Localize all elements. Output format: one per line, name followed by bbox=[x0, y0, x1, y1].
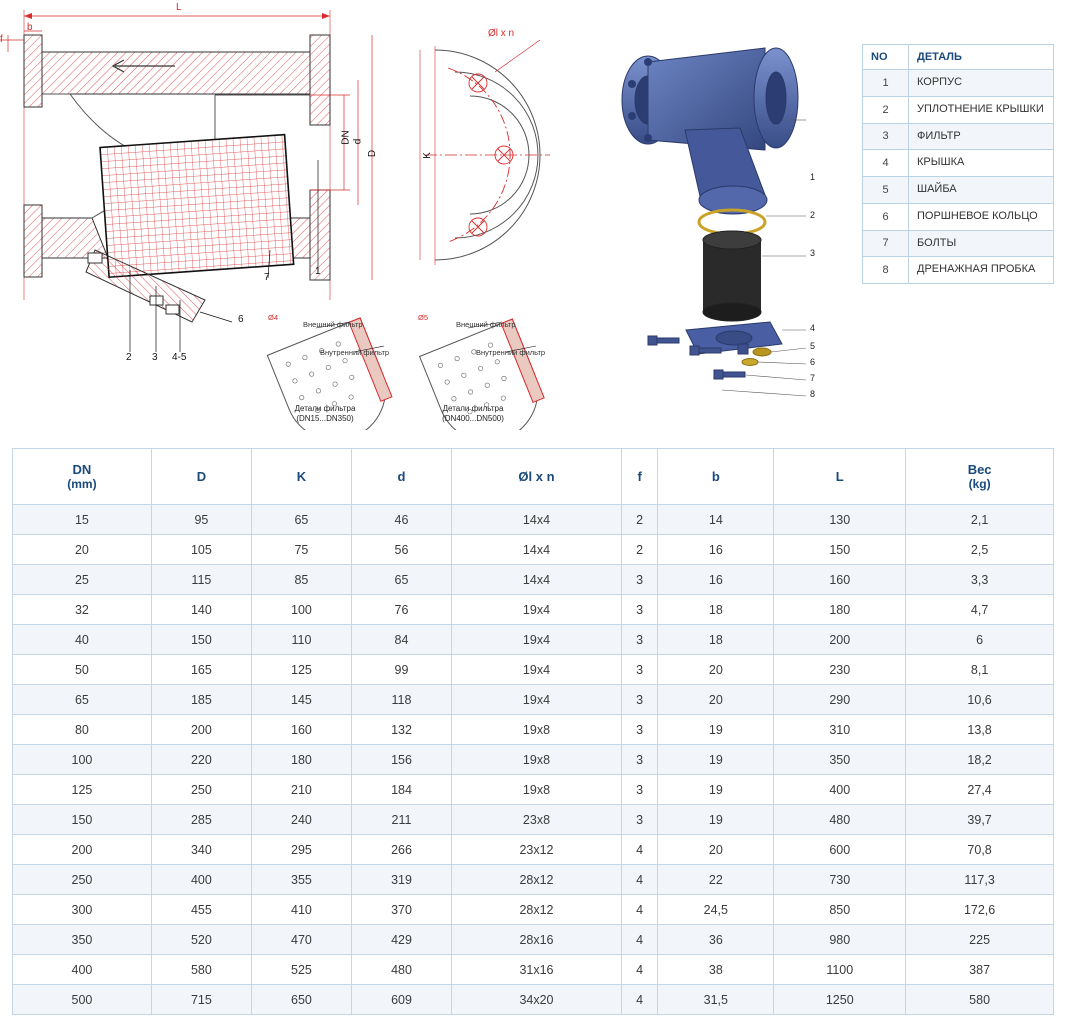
dimension-table-row bbox=[13, 655, 1054, 685]
dimension-table-row bbox=[13, 535, 1054, 565]
dimension-cell: 3,3 bbox=[906, 565, 1054, 595]
dimension-cell: 19 bbox=[658, 805, 774, 835]
dimension-cell: 28x12 bbox=[452, 865, 622, 895]
dimension-cell: 19 bbox=[658, 745, 774, 775]
dimension-cell: 525 bbox=[251, 955, 351, 985]
dim-label-d: d bbox=[352, 138, 364, 145]
dimension-cell: 2 bbox=[621, 535, 657, 565]
filter-hole-label-a: Ø4 bbox=[268, 313, 279, 322]
dimension-cell: 36 bbox=[658, 925, 774, 955]
dimension-cell: 980 bbox=[774, 925, 906, 955]
dimension-table-row bbox=[13, 595, 1054, 625]
dimension-cell: 24,5 bbox=[658, 895, 774, 925]
part-number: 1 bbox=[863, 70, 909, 97]
dimension-cell: 25 bbox=[13, 565, 152, 595]
dimension-cell: 32 bbox=[13, 595, 152, 625]
dimension-cell: 650 bbox=[251, 985, 351, 1015]
dimension-cell: 580 bbox=[151, 955, 251, 985]
dimension-cell: 350 bbox=[774, 745, 906, 775]
dimension-cell: 600 bbox=[774, 835, 906, 865]
part-number: 7 bbox=[863, 230, 909, 257]
dimension-cell: 19x8 bbox=[452, 775, 622, 805]
dimension-cell: 400 bbox=[774, 775, 906, 805]
outer-filter-label-a: Внешний фильтр bbox=[303, 320, 363, 329]
dimension-cell: 290 bbox=[774, 685, 906, 715]
dimension-cell: 240 bbox=[251, 805, 351, 835]
dimension-cell: 40 bbox=[13, 625, 152, 655]
dimension-cell: 16 bbox=[658, 565, 774, 595]
dimension-header-cell: D bbox=[151, 449, 251, 505]
dimension-cell: 370 bbox=[351, 895, 451, 925]
flange-face-drawing bbox=[400, 10, 580, 310]
dimension-cell: 38 bbox=[658, 955, 774, 985]
dimension-cell: 100 bbox=[251, 595, 351, 625]
dimension-cell: 2,1 bbox=[906, 505, 1054, 535]
dimension-table-row bbox=[13, 925, 1054, 955]
dimension-cell: 18,2 bbox=[906, 745, 1054, 775]
dimension-cell: 4 bbox=[621, 835, 657, 865]
dimension-table-row bbox=[13, 715, 1054, 745]
dimension-cell: 180 bbox=[774, 595, 906, 625]
part-name: ШАЙБА bbox=[909, 177, 1054, 204]
dimension-cell: 211 bbox=[351, 805, 451, 835]
dimension-cell: 580 bbox=[906, 985, 1054, 1015]
dimension-cell: 4 bbox=[621, 895, 657, 925]
dimension-cell: 125 bbox=[251, 655, 351, 685]
dimension-header-cell: L bbox=[774, 449, 906, 505]
callout-4-5: 4-5 bbox=[172, 352, 187, 363]
dimension-cell: 3 bbox=[621, 625, 657, 655]
dimension-cell: 85 bbox=[251, 565, 351, 595]
dimension-cell: 19x4 bbox=[452, 655, 622, 685]
dimension-cell: 4 bbox=[621, 955, 657, 985]
part-number: 5 bbox=[863, 177, 909, 204]
exploded-callout-4: 4 bbox=[810, 323, 816, 333]
dimension-cell: 225 bbox=[906, 925, 1054, 955]
dimension-cell: 350 bbox=[13, 925, 152, 955]
filter-detail-caption-a-line1: Детали фильтра bbox=[294, 404, 356, 413]
dimension-table-row bbox=[13, 805, 1054, 835]
dimension-cell: 14x4 bbox=[452, 565, 622, 595]
dimension-cell: 310 bbox=[774, 715, 906, 745]
dimension-cell: 480 bbox=[774, 805, 906, 835]
filter-detail-caption-b-line1: Детали фильтра bbox=[442, 404, 504, 413]
dimension-cell: 115 bbox=[151, 565, 251, 595]
dimension-cell: 18 bbox=[658, 595, 774, 625]
dimension-cell: 210 bbox=[251, 775, 351, 805]
dimension-cell: 140 bbox=[151, 595, 251, 625]
dimension-cell: 8,1 bbox=[906, 655, 1054, 685]
callout-7: 7 bbox=[264, 272, 270, 283]
dimension-cell: 19x4 bbox=[452, 595, 622, 625]
dimension-cell: 19 bbox=[658, 715, 774, 745]
dimension-cell: 18 bbox=[658, 625, 774, 655]
parts-table-row bbox=[863, 150, 1054, 177]
dimension-cell: 14x4 bbox=[452, 535, 622, 565]
dimension-cell: 4 bbox=[621, 985, 657, 1015]
dim-label-L: L bbox=[176, 2, 182, 13]
dimension-cell: 145 bbox=[251, 685, 351, 715]
dimension-cell: 185 bbox=[151, 685, 251, 715]
dim-label-hole: Øl x n bbox=[488, 28, 515, 39]
part-name: КРЫШКА bbox=[909, 150, 1054, 177]
dimension-table-row bbox=[13, 745, 1054, 775]
dimension-cell: 165 bbox=[151, 655, 251, 685]
dimension-cell: 340 bbox=[151, 835, 251, 865]
parts-table-row bbox=[863, 96, 1054, 123]
exploded-callout-5: 5 bbox=[810, 341, 816, 351]
dimension-header-cell: f bbox=[621, 449, 657, 505]
dimension-cell: 31x16 bbox=[452, 955, 622, 985]
dimension-table-row bbox=[13, 625, 1054, 655]
exploded-callout-8: 8 bbox=[810, 389, 816, 399]
dimension-table-row bbox=[13, 685, 1054, 715]
part-number: 2 bbox=[863, 96, 909, 123]
dimension-cell: 172,6 bbox=[906, 895, 1054, 925]
dimension-cell: 27,4 bbox=[906, 775, 1054, 805]
dimension-cell: 16 bbox=[658, 535, 774, 565]
dimension-table-row bbox=[13, 895, 1054, 925]
dimension-cell: 19 bbox=[658, 775, 774, 805]
part-name: КОРПУС bbox=[909, 70, 1054, 97]
dimension-table-row bbox=[13, 985, 1054, 1015]
dimension-cell: 76 bbox=[351, 595, 451, 625]
dimension-cell: 3 bbox=[621, 655, 657, 685]
exploded-assembly-view bbox=[590, 0, 860, 420]
part-name: ФИЛЬТР bbox=[909, 123, 1054, 150]
part-name: УПЛОТНЕНИЕ КРЫШКИ bbox=[909, 96, 1054, 123]
dimension-cell: 3 bbox=[621, 805, 657, 835]
parts-header-no: NO bbox=[863, 45, 909, 70]
exploded-callout-1: 1 bbox=[810, 172, 816, 182]
filter-detail-caption-b-line2: (DN400...DN500) bbox=[442, 414, 504, 423]
dimension-cell: 3 bbox=[621, 745, 657, 775]
dimension-cell: 609 bbox=[351, 985, 451, 1015]
dimension-table-row bbox=[13, 505, 1054, 535]
dimension-cell: 160 bbox=[774, 565, 906, 595]
dim-label-K: K bbox=[421, 152, 433, 159]
callout-6: 6 bbox=[238, 314, 244, 325]
outer-filter-label-b: Внешний фильтр bbox=[456, 320, 516, 329]
dimension-cell: 410 bbox=[251, 895, 351, 925]
parts-table-row bbox=[863, 203, 1054, 230]
dimension-cell: 20 bbox=[658, 835, 774, 865]
dimension-cell: 99 bbox=[351, 655, 451, 685]
dimension-cell: 132 bbox=[351, 715, 451, 745]
callout-3: 3 bbox=[152, 352, 158, 363]
dimension-cell: 13,8 bbox=[906, 715, 1054, 745]
dimension-cell: 200 bbox=[774, 625, 906, 655]
dimension-cell: 95 bbox=[151, 505, 251, 535]
dimension-cell: 84 bbox=[351, 625, 451, 655]
dimension-cell: 14x4 bbox=[452, 505, 622, 535]
dimension-cell: 500 bbox=[13, 985, 152, 1015]
dimension-header-cell: Вес (kg) bbox=[906, 449, 1054, 505]
exploded-callout-6: 6 bbox=[810, 357, 816, 367]
dimension-cell: 117,3 bbox=[906, 865, 1054, 895]
dimension-cell: 150 bbox=[13, 805, 152, 835]
dimension-cell: 130 bbox=[774, 505, 906, 535]
dim-label-D: D bbox=[367, 149, 379, 158]
dimension-table-header-row bbox=[13, 449, 1054, 505]
filter-detail-caption-a-line2: (DN15...DN350) bbox=[296, 414, 354, 423]
callout-1: 1 bbox=[315, 266, 321, 277]
dimension-table-row bbox=[13, 865, 1054, 895]
dimension-cell: 387 bbox=[906, 955, 1054, 985]
dimension-cell: 3 bbox=[621, 715, 657, 745]
dimension-header-cell: d bbox=[351, 449, 451, 505]
dimension-cell: 3 bbox=[621, 775, 657, 805]
dimension-cell: 65 bbox=[251, 505, 351, 535]
filter-hole-label-b: Ø5 bbox=[418, 313, 429, 322]
dimension-cell: 56 bbox=[351, 535, 451, 565]
dimension-cell: 150 bbox=[151, 625, 251, 655]
dimension-cell: 480 bbox=[351, 955, 451, 985]
dimension-cell: 34x20 bbox=[452, 985, 622, 1015]
dimension-cell: 105 bbox=[151, 535, 251, 565]
dimension-cell: 125 bbox=[13, 775, 152, 805]
dimension-cell: 2,5 bbox=[906, 535, 1054, 565]
dimension-header-cell: K bbox=[251, 449, 351, 505]
part-name: БОЛТЫ bbox=[909, 230, 1054, 257]
dimension-cell: 730 bbox=[774, 865, 906, 895]
parts-header-name: ДЕТАЛЬ bbox=[909, 45, 1054, 70]
inner-filter-label-a: Внутренний фильтр bbox=[320, 348, 390, 357]
dimension-cell: 300 bbox=[13, 895, 152, 925]
dimension-cell: 400 bbox=[151, 865, 251, 895]
part-number: 4 bbox=[863, 150, 909, 177]
inner-filter-label-b: Внутренний фильтр bbox=[476, 348, 546, 357]
dimension-cell: 20 bbox=[13, 535, 152, 565]
dimension-cell: 65 bbox=[13, 685, 152, 715]
dimension-cell: 22 bbox=[658, 865, 774, 895]
dimension-cell: 4,7 bbox=[906, 595, 1054, 625]
dim-label-b: b bbox=[27, 22, 33, 33]
dimension-cell: 156 bbox=[351, 745, 451, 775]
dimension-cell: 250 bbox=[13, 865, 152, 895]
dimension-cell: 110 bbox=[251, 625, 351, 655]
dimension-cell: 230 bbox=[774, 655, 906, 685]
dimension-cell: 23x8 bbox=[452, 805, 622, 835]
dimension-cell: 28x12 bbox=[452, 895, 622, 925]
dimension-cell: 455 bbox=[151, 895, 251, 925]
dimension-table-row bbox=[13, 565, 1054, 595]
dimension-cell: 520 bbox=[151, 925, 251, 955]
parts-table-row bbox=[863, 257, 1054, 284]
parts-table-row bbox=[863, 230, 1054, 257]
dimension-cell: 70,8 bbox=[906, 835, 1054, 865]
dimension-cell: 1250 bbox=[774, 985, 906, 1015]
dimension-cell: 4 bbox=[621, 865, 657, 895]
dimension-cell: 295 bbox=[251, 835, 351, 865]
exploded-callout-3: 3 bbox=[810, 248, 816, 258]
dimension-cell: 850 bbox=[774, 895, 906, 925]
part-number: 3 bbox=[863, 123, 909, 150]
dimension-cell: 50 bbox=[13, 655, 152, 685]
dimension-cell: 400 bbox=[13, 955, 152, 985]
dimension-cell: 118 bbox=[351, 685, 451, 715]
dim-label-DN: DN bbox=[340, 130, 352, 145]
parts-legend-table bbox=[862, 44, 1054, 284]
dimension-cell: 3 bbox=[621, 685, 657, 715]
dimension-cell: 1100 bbox=[774, 955, 906, 985]
dimension-cell: 19x4 bbox=[452, 685, 622, 715]
dimension-cell: 715 bbox=[151, 985, 251, 1015]
dimension-cell: 20 bbox=[658, 655, 774, 685]
exploded-callout-7: 7 bbox=[810, 373, 816, 383]
dimension-cell: 19x8 bbox=[452, 715, 622, 745]
dimension-cell: 65 bbox=[351, 565, 451, 595]
dimension-table-row bbox=[13, 955, 1054, 985]
dimension-cell: 15 bbox=[13, 505, 152, 535]
part-name: ПОРШНЕВОЕ КОЛЬЦО bbox=[909, 203, 1054, 230]
dimension-cell: 200 bbox=[151, 715, 251, 745]
part-number: 8 bbox=[863, 257, 909, 284]
dimension-cell: 4 bbox=[621, 925, 657, 955]
dimension-cell: 31,5 bbox=[658, 985, 774, 1015]
dimension-cell: 6 bbox=[906, 625, 1054, 655]
dimension-cell: 3 bbox=[621, 565, 657, 595]
dimension-cell: 355 bbox=[251, 865, 351, 895]
part-name: ДРЕНАЖНАЯ ПРОБКА bbox=[909, 257, 1054, 284]
dimension-cell: 28x16 bbox=[452, 925, 622, 955]
dimension-cell: 266 bbox=[351, 835, 451, 865]
dimension-cell: 200 bbox=[13, 835, 152, 865]
dimension-cell: 14 bbox=[658, 505, 774, 535]
dimension-cell: 10,6 bbox=[906, 685, 1054, 715]
dimension-cell: 470 bbox=[251, 925, 351, 955]
dimension-cell: 180 bbox=[251, 745, 351, 775]
parts-table-row bbox=[863, 70, 1054, 97]
part-number: 6 bbox=[863, 203, 909, 230]
dimension-cell: 23x12 bbox=[452, 835, 622, 865]
dimension-cell: 75 bbox=[251, 535, 351, 565]
dimension-cell: 429 bbox=[351, 925, 451, 955]
dimension-cell: 39,7 bbox=[906, 805, 1054, 835]
dimension-cell: 184 bbox=[351, 775, 451, 805]
dimension-cell: 46 bbox=[351, 505, 451, 535]
callout-2: 2 bbox=[126, 352, 132, 363]
parts-table-header-row bbox=[863, 45, 1054, 70]
dimension-table-row bbox=[13, 835, 1054, 865]
dimension-table-row bbox=[13, 775, 1054, 805]
dimension-cell: 100 bbox=[13, 745, 152, 775]
dimension-cell: 220 bbox=[151, 745, 251, 775]
parts-table-row bbox=[863, 123, 1054, 150]
dimension-cell: 80 bbox=[13, 715, 152, 745]
exploded-callout-2: 2 bbox=[810, 210, 816, 220]
dim-label-f: f bbox=[0, 34, 3, 45]
parts-table-row bbox=[863, 177, 1054, 204]
dimension-header-cell: DN (mm) bbox=[13, 449, 152, 505]
dimension-cell: 319 bbox=[351, 865, 451, 895]
dimension-cell: 20 bbox=[658, 685, 774, 715]
dimension-cell: 160 bbox=[251, 715, 351, 745]
drawings-area bbox=[0, 0, 1065, 432]
dimension-cell: 2 bbox=[621, 505, 657, 535]
dimension-cell: 285 bbox=[151, 805, 251, 835]
dimension-cell: 3 bbox=[621, 595, 657, 625]
dimension-cell: 19x4 bbox=[452, 625, 622, 655]
dimension-header-cell: Øl x n bbox=[452, 449, 622, 505]
dimension-header-cell: b bbox=[658, 449, 774, 505]
dimension-cell: 19x8 bbox=[452, 745, 622, 775]
dimension-cell: 150 bbox=[774, 535, 906, 565]
dimension-table bbox=[12, 448, 1054, 1015]
dimension-cell: 250 bbox=[151, 775, 251, 805]
